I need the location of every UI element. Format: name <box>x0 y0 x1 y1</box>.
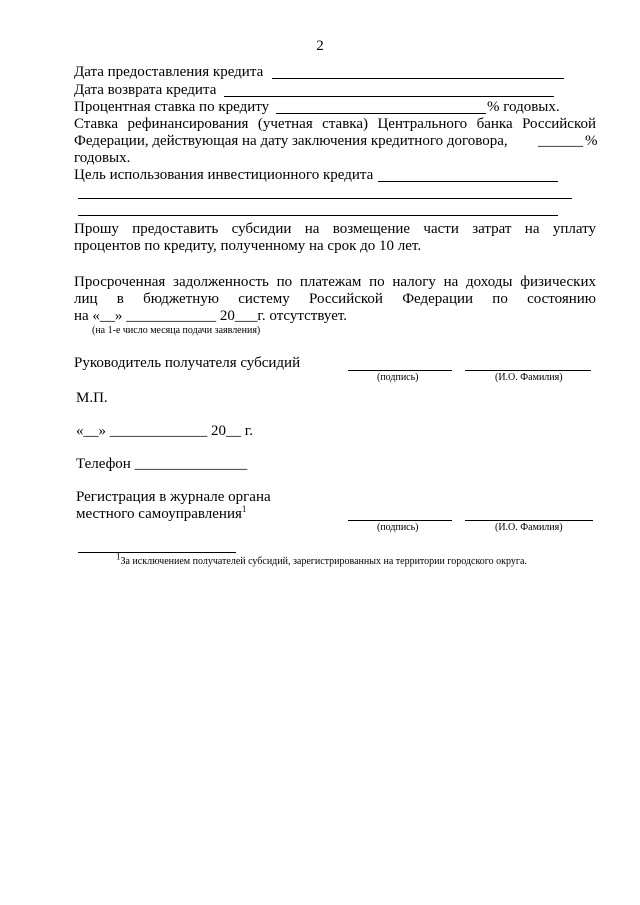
registration-name-blank <box>465 520 593 521</box>
footnote-mark: 1 <box>116 551 121 562</box>
arrears-line-3: на «__» ____________ 20___г. отсутствует. <box>74 308 348 324</box>
phone-label: Телефон _______________ <box>76 456 248 472</box>
request-line-1: Прошу предоставить субсидии на возмещение части затрат на уплату <box>74 221 596 237</box>
footnote-text: За исключением получателей субсидий, зарегистрированных на территории городского округа. <box>120 556 527 567</box>
stamp-label: М.П. <box>76 390 108 406</box>
arrears-line-2: лиц в бюджетную систему Российской Федерации по состоянию <box>74 291 596 307</box>
registration-footnote-mark: 1 <box>241 504 247 514</box>
rate-suffix: % годовых. <box>487 99 560 115</box>
date-return-blank <box>224 96 554 97</box>
request-line-2: процентов по кредиту, полученному на срок до 10 лет. <box>74 238 422 254</box>
rate-blank <box>276 113 486 114</box>
head-name-caption: (И.О. Фамилия) <box>495 372 563 383</box>
head-sign-blank <box>348 370 452 371</box>
refi-line-3: годовых. <box>74 150 131 166</box>
purpose-blank-2 <box>78 198 572 199</box>
registration-sign-caption: (подпись) <box>377 522 419 533</box>
registration-line-2: местного самоуправления$^1$ <box>76 504 247 522</box>
purpose-label: Цель использования инвестиционного кредита <box>74 167 374 183</box>
rate-label: Процентная ставка по кредиту <box>74 99 270 115</box>
purpose-blank-3 <box>78 215 558 216</box>
refi-line-2: Федерации, действующая на дату заключения кредитного договора, <box>74 133 508 149</box>
refi-percent: % <box>585 133 598 149</box>
arrears-note: (на 1-е число месяца подачи заявления) <box>92 325 261 336</box>
date-issue-blank <box>272 78 564 79</box>
refi-line-1: Ставка рефинансирования (учетная ставка) Центрального банка Российской <box>74 116 596 132</box>
footnote-separator <box>78 552 236 553</box>
date-line: «__» _____________ 20__ г. <box>76 423 253 439</box>
date-issue-label: Дата предоставления кредита <box>74 64 264 80</box>
purpose-blank-1 <box>378 181 558 182</box>
head-label: Руководитель получателя субсидий <box>74 355 301 371</box>
page-number: 2 <box>316 38 324 54</box>
registration-line-1: Регистрация в журнале органа <box>76 489 271 505</box>
date-return-label: Дата возврата кредита <box>74 82 217 98</box>
head-name-blank <box>465 370 591 371</box>
refi-rate-blank: ______ <box>538 133 583 149</box>
head-sign-caption: (подпись) <box>377 372 419 383</box>
arrears-line-1: Просроченная задолженность по платежам по налогу на доходы физических <box>74 274 596 290</box>
registration-sign-blank <box>348 520 452 521</box>
registration-name-caption: (И.О. Фамилия) <box>495 522 563 533</box>
footnote <box>116 551 527 568</box>
